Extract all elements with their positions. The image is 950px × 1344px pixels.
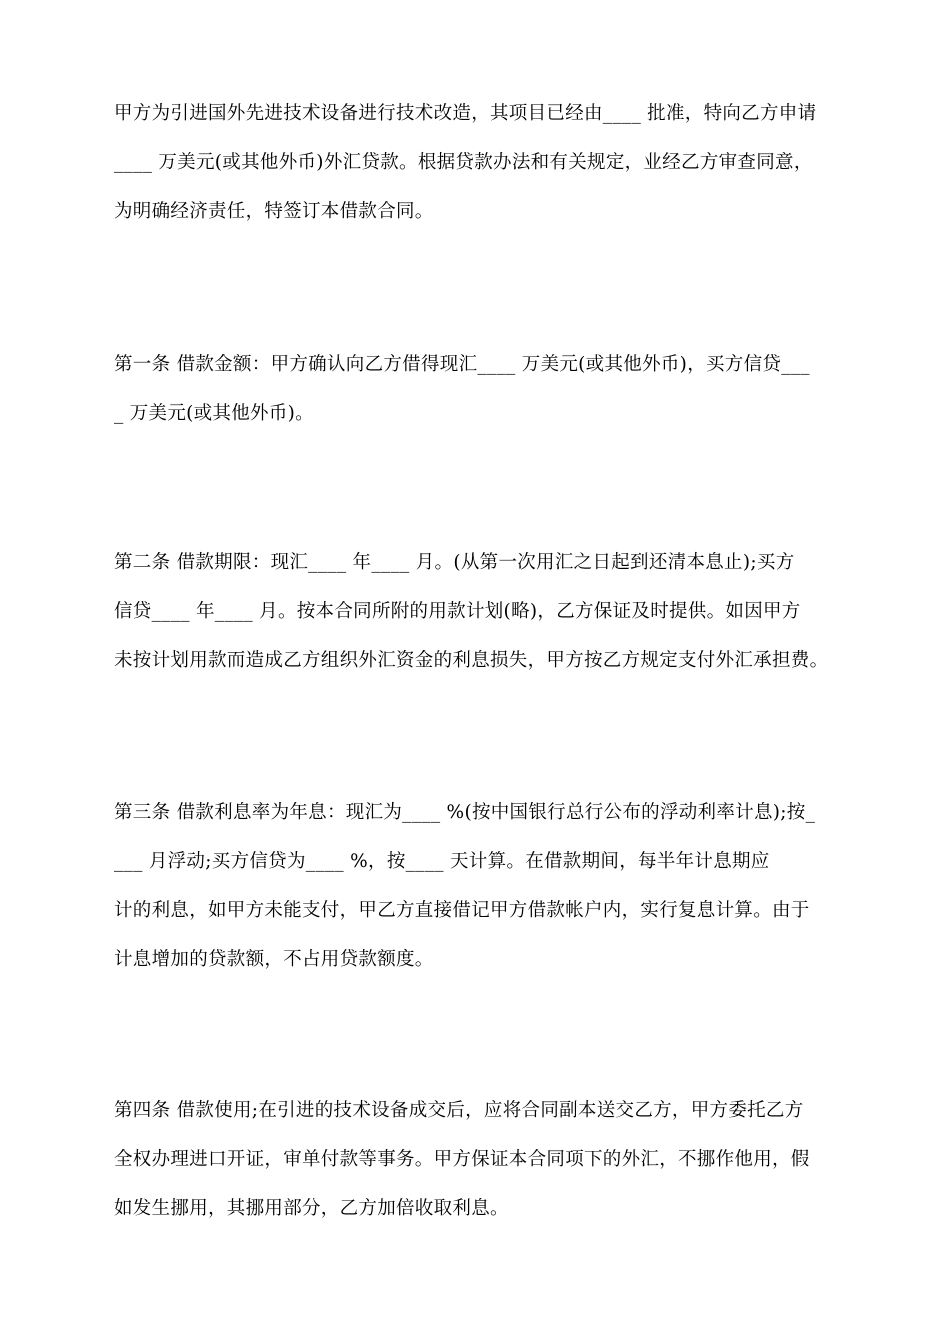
text-line: 未按计划用款而造成乙方组织外汇资金的利息损失，甲方按乙方规定支付外汇承担费。 xyxy=(114,650,829,671)
text-line: 第三条 借款利息率为年息：现汇为____ %(按中国银行总行公布的浮动利率计息);按_ xyxy=(114,802,816,823)
text-line: 如发生挪用，其挪用部分，乙方加倍收取利息。 xyxy=(114,1198,509,1219)
text-line: ___ 月浮动;买方信贷为____ %，按____ 天计算。在借款期间，每半年计息期应 xyxy=(114,851,770,872)
text-line: 甲方为引进国外先进技术设备进行技术改造，其项目已经由____ 批准，特向乙方申请 xyxy=(114,103,817,124)
text-line: 第四条 借款使用;在引进的技术设备成交后，应将合同副本送交乙方，甲方委托乙方 xyxy=(114,1100,804,1121)
text-line: 第一条 借款金额：甲方确认向乙方借得现汇____ 万美元(或其他外币)，买方信贷___ xyxy=(114,354,810,375)
article-3-paragraph xyxy=(114,788,844,984)
preamble-paragraph xyxy=(114,89,844,236)
text-line: 计息增加的贷款额，不占用贷款额度。 xyxy=(114,949,434,970)
article-1-paragraph xyxy=(114,340,844,438)
text-line: 第二条 借款期限：现汇____ 年____ 月。(从第一次用汇之日起到还清本息止);买方 xyxy=(114,552,795,573)
article-4-paragraph xyxy=(114,1086,844,1233)
text-line: 计的利息，如甲方未能支付，甲乙方直接借记甲方借款帐户内，实行复息计算。由于 xyxy=(114,900,810,921)
text-line: 信贷____ 年____ 月。按本合同所附的用款计划(略)，乙方保证及时提供。如因甲方 xyxy=(114,601,801,622)
text-line: 为明确经济责任，特签订本借款合同。 xyxy=(114,201,434,222)
text-line: _ 万美元(或其他外币)。 xyxy=(114,403,314,424)
text-line: ____ 万美元(或其他外币)外汇贷款。根据贷款办法和有关规定，业经乙方审查同意， xyxy=(114,152,813,173)
text-line: 全权办理进口开证，审单付款等事务。甲方保证本合同项下的外汇，不挪作他用，假 xyxy=(114,1149,810,1170)
article-2-paragraph xyxy=(114,538,844,685)
